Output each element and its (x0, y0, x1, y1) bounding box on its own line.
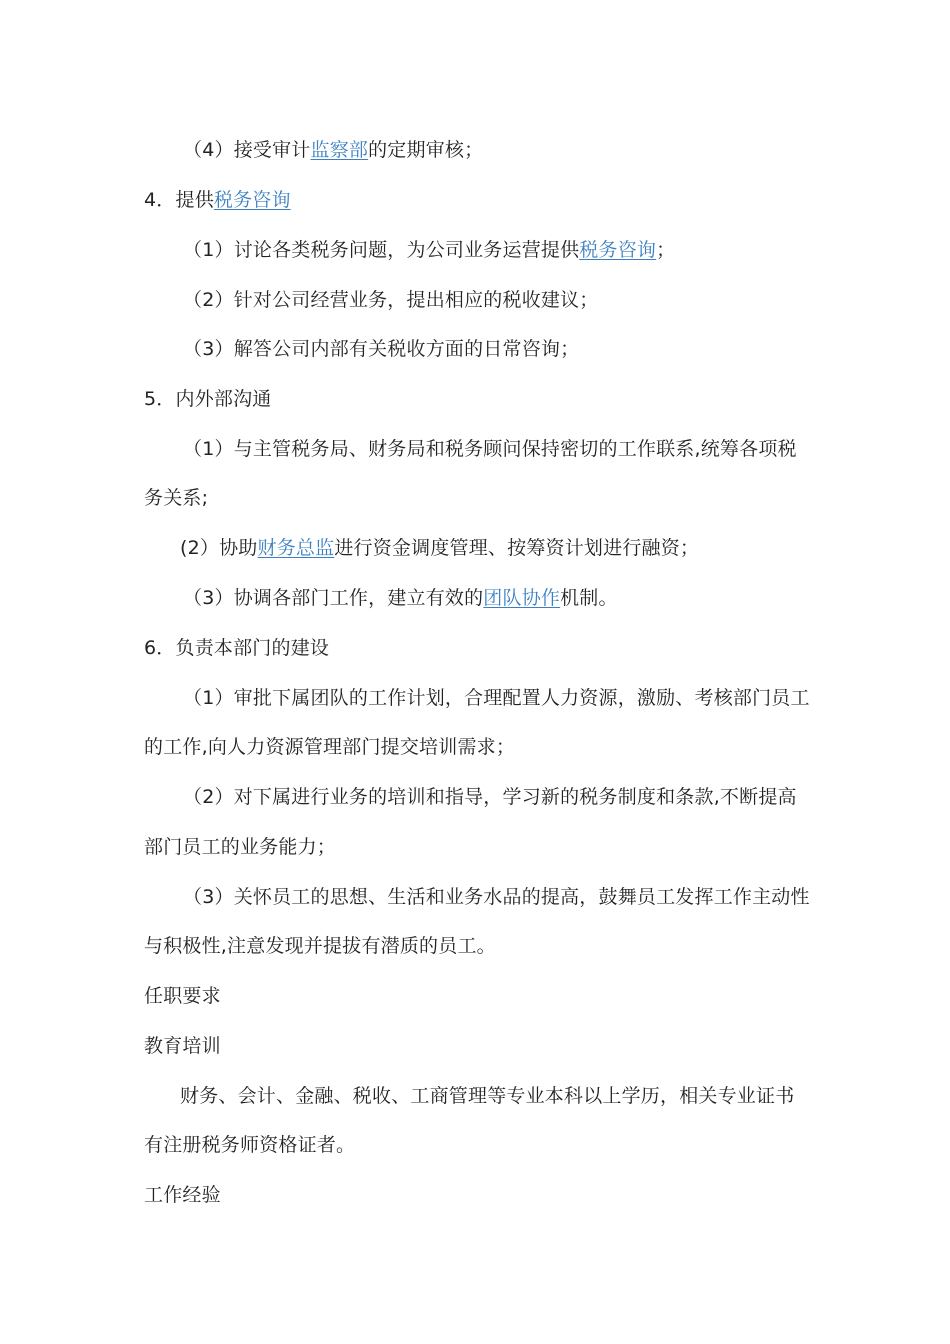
cfo-link[interactable]: 财务总监 (257, 537, 335, 559)
line-text: 机制。 (560, 587, 618, 609)
section-heading-5: 5．内外部沟通 (144, 388, 272, 410)
training-item: （2）对下属进行业务的培训和指导，学习新的税务制度和条款,不断提高 (183, 786, 797, 808)
audit-review-item (183, 136, 483, 164)
employee-care-item: （3）关怀员工的思想、生活和业务水品的提高，鼓舞员工发挥工作主动性 (183, 886, 810, 908)
training-item-cont: 部门员工的业务能力； (144, 836, 337, 858)
team-plan-item-cont: 的工作,向人力资源管理部门提交培训需求； (144, 736, 516, 758)
line-text: （3）协调各部门工作，建立有效的 (183, 587, 484, 609)
tax-issue-item (183, 236, 675, 264)
line-text: 进行资金调度管理、按筹资计划进行融资； (334, 537, 700, 559)
section-heading-6: 6．负责本部门的建设 (144, 637, 330, 659)
education-heading: 教育培训 (144, 1035, 221, 1057)
line-text: （1）讨论各类税务问题，为公司业务运营提供 (183, 239, 580, 261)
section-heading-4 (144, 186, 291, 214)
tax-advice-item: （2）针对公司经营业务，提出相应的税收建议； (183, 289, 599, 311)
education-text-cont: 有注册税务师资格证者。 (144, 1134, 356, 1156)
teamwork-link[interactable]: 团队协作 (483, 587, 561, 609)
line-text: 4．提供 (144, 189, 214, 211)
cfo-assist-item (180, 534, 699, 562)
line-text: ； (656, 239, 676, 261)
tax-bureau-item-cont: 务关系; (144, 487, 209, 509)
daily-consult-item: （3）解答公司内部有关税收方面的日常咨询； (183, 338, 580, 360)
team-plan-item: （1）审批下属团队的工作计划，合理配置人力资源，激励、考核部门员工 (183, 687, 810, 709)
tax-bureau-item: （1）与主管税务局、财务局和税务顾问保持密切的工作联系,统筹各项税 (183, 438, 797, 460)
experience-heading: 工作经验 (144, 1184, 221, 1206)
line-text: （4）接受审计 (183, 139, 311, 161)
supervision-dept-link[interactable]: 监察部 (310, 139, 369, 161)
education-text: 财务、会计、金融、税收、工商管理等专业本科以上学历，相关专业证书 (180, 1085, 795, 1107)
tax-consulting-link[interactable]: 税务咨询 (213, 189, 291, 211)
tax-consulting-link-2[interactable]: 税务咨询 (579, 239, 657, 261)
coordination-item (183, 584, 618, 612)
employee-care-item-cont: 与积极性,注意发现并提拔有潜质的员工。 (144, 935, 496, 957)
requirements-heading: 任职要求 (144, 985, 221, 1007)
line-text: (2）协助 (180, 537, 258, 559)
line-text: 的定期审核； (368, 139, 484, 161)
